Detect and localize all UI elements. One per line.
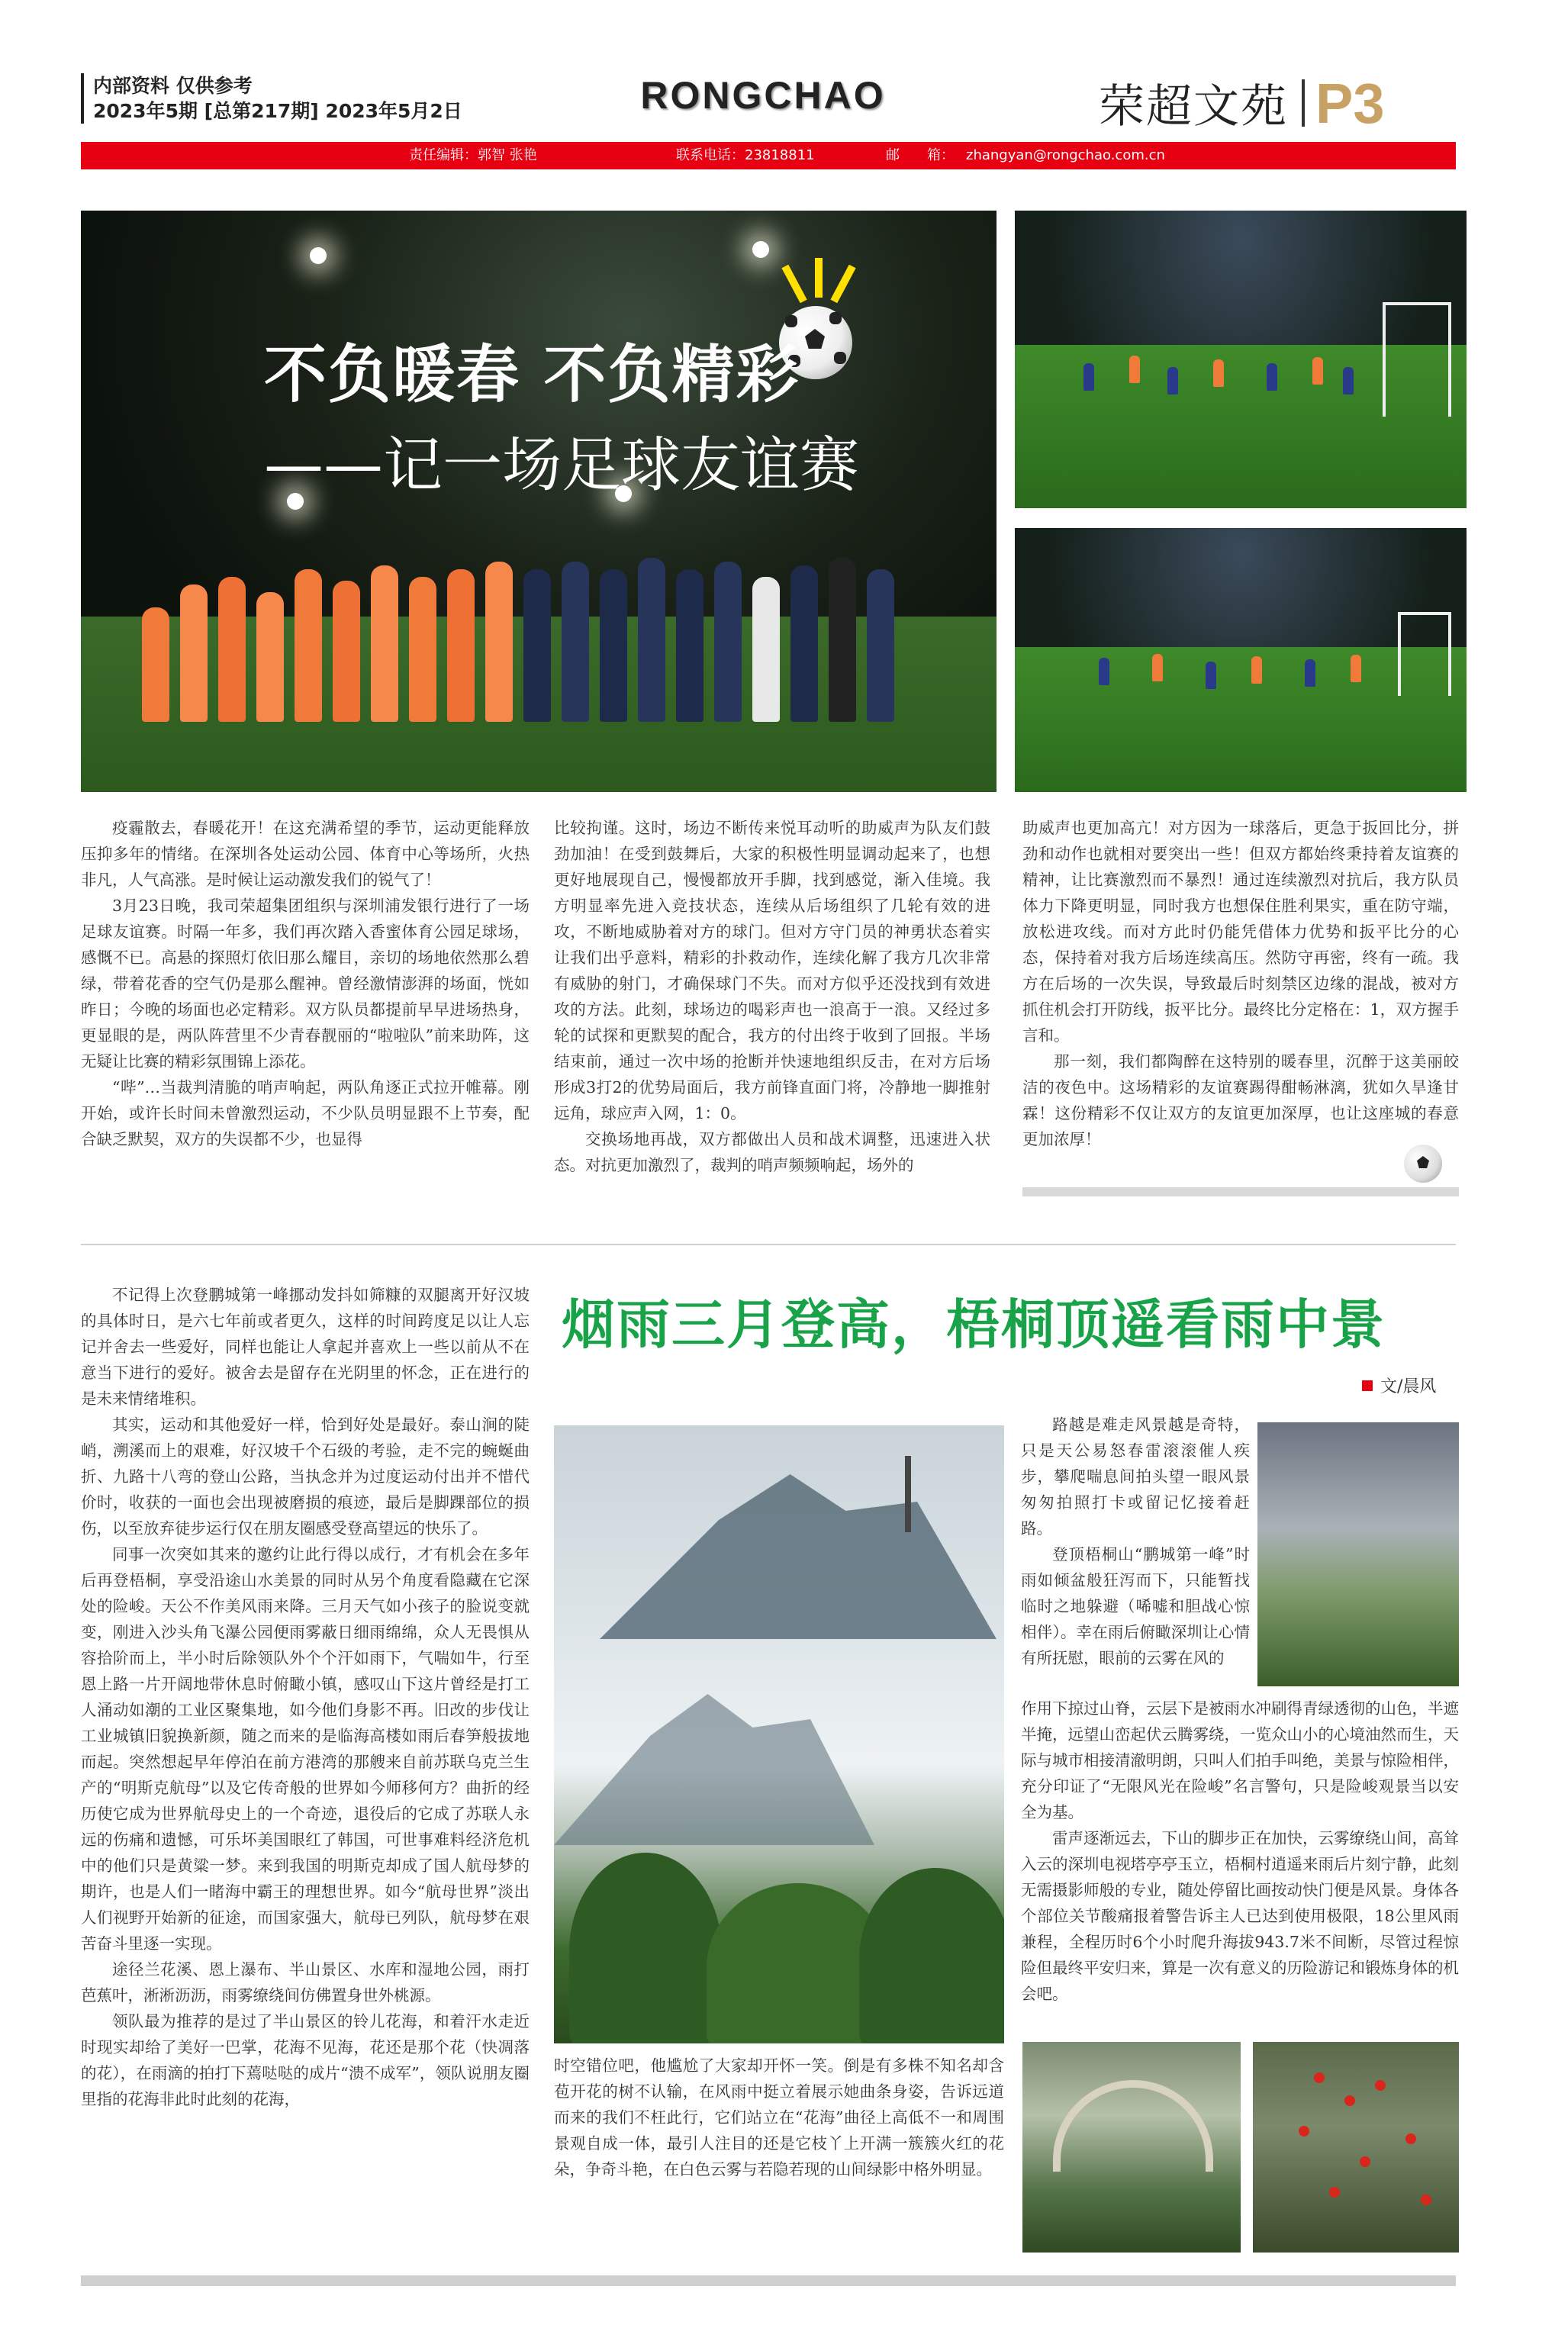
section-divider (1302, 79, 1305, 127)
masthead-section (1099, 70, 1385, 136)
match-photo-2 (1015, 528, 1467, 792)
article2-column-3 (1021, 1412, 1250, 1671)
article1-title-sub: ——记一场足球友谊赛 (264, 431, 860, 500)
info-bar (81, 142, 1456, 169)
goal-post (1383, 302, 1451, 417)
paragraph: 交换场地再战，双方都做出人员和战术调整，迅速进入状态。对抗更加激烈了，裁判的哨声频频响起，场外的 (554, 1130, 990, 1174)
mountain-peak (600, 1456, 997, 1639)
article1-column-2 (554, 815, 990, 1178)
paragraph: 路越是难走风景越是奇特，只是天公易怒春雷滚滚催人疾步，攀爬喘息间拍头望一眼风景匆匆拍照打卡或留记忆接着赶路。 (1021, 1415, 1250, 1538)
sparkle-icon (781, 265, 807, 304)
paragraph: 途径兰花溪、恩上瀑布、半山景区、水库和湿地公园，雨打芭蕉叶，淅淅沥沥，雨雾缭绕间仿佛置身世外桃源。 (81, 1960, 530, 2005)
masthead-issue: 2023年5期 [总第217期] 2023年5月2日 (93, 100, 462, 122)
article-end-bar (1022, 1187, 1459, 1196)
article1-column-3 (1022, 815, 1459, 1152)
paragraph: “哔”…当裁判清脆的哨声响起，两队角逐正式拉开帷幕。刚开始，或许长时间未曾激烈运动，不少队员明显跟不上节奏，配合缺乏默契，双方的失误都不少，也显得 (81, 1078, 530, 1148)
city-view-photo (1257, 1422, 1459, 1686)
section-title: 荣超文苑 (1099, 80, 1288, 134)
article2-title: 烟雨三月登高，梧桐顶遥看雨中景 (562, 1293, 1386, 1356)
sparkle-icon (815, 258, 823, 298)
page-number: P3 (1315, 71, 1385, 135)
team-group (127, 546, 920, 722)
article2-column-2 (554, 2053, 1004, 2182)
article2-author (1362, 1373, 1436, 1397)
paragraph: 作用下掠过山脊，云层下是被雨水冲刷得青绿透彻的山色，半遮半掩，远望山峦起伏云腾雾绕，一览众山小的心境油然而生，天际与城市相接清澈明朗，只叫人们拍手叫绝，美景与惊险相伴，充分印证了“无限风光在险峻”名言警句，只是险峻观景当以安全为基。 (1021, 1699, 1459, 1821)
football-icon (1404, 1145, 1442, 1183)
paragraph: 疫霾散去，春暖花开！在这充满希望的季节，运动更能释放压抑多年的情绪。在深圳各处运动公园、体育中心等场所，火热非凡，人气高涨。是时候让运动激发我们的锐气了！ (81, 819, 530, 889)
floodlight (752, 241, 769, 258)
article1-title-main: 不负暖春 不负精彩 (264, 339, 800, 411)
paragraph: 比较拘谨。这时，场边不断传来悦耳动听的助威声为队友们鼓劲加油！在受到鼓舞后，大家的积极性明显调动起来了，也想更好地展现自己，慢慢都放开手脚，找到感觉，渐入佳境。我方明显率先进入竞技状态，连续从后场组织了几轮有效的进攻，不断地威胁着对方的球门。但对方守门员的神勇状态着实让我们出乎意料，精彩的扑救动作，连续化解了我方几次非常有威胁的射门，才确保球门不失。而对方似乎还没找到有效进攻的方法。此刻，球场边的喝彩声也一浪高于一浪。又经过多轮的试探和更默契的配合，我方的付出终于收到了回报。半场结束前，通过一次中场的抢断并快速地组织反击，在对方后场形成3打2的优势局面后，我方前锋直面门将，冷静地一脚推射远角，球应声入网，1：0。 (554, 819, 990, 1122)
paragraph: 同事一次突如其来的邀约让此行得以成行，才有机会在多年后再登梧桐，享受沿途山水美景的同时从另个角度看隐藏在它深处的险峻。天公不作美风雨来降。三月天气如小孩子的脸说变就变，刚进入沙头角飞瀑公园便雨雾蔽日细雨绵绵，众人无畏惧从容拾阶而上，半小时后除领队外个个汗如雨下，气喘如牛，行至恩上路一片开阔地带休息时俯瞰小镇，感叹山下这片曾经是打工人涌动如潮的工业区聚集地，如今他们身影不再。旧改的步伐让工业城镇旧貌换新颜，随之而来的是临海高楼如雨后春笋般拔地而起。突然想起早年停泊在前方港湾的那艘来自前苏联乌克兰生产的“明斯克航母”以及它传奇般的世界如今师移何方？曲折的经历使它成为世界航母史上的一个奇迹，退役后的它成了苏联人永远的伤痛和遗憾，可乐坏美国眼红了韩国，可世事难料经济危机中的他们只是黄粱一梦。来到我国的明斯克却成了国人航母梦的期许，也是人们一睹海中霸王的理想世界。如今“航母世界”淡出人们视野开始新的征途，而国家强大，航母已列队，航母梦在艰苦奋斗里逐一实现。 (81, 1545, 530, 1953)
tree (859, 1868, 1004, 2043)
email[interactable]: zhangyan@rongchao.com.cn (966, 147, 1165, 163)
red-flowers-photo (1253, 2042, 1459, 2253)
article2-column-4 (1021, 1695, 1459, 2007)
paragraph: 登顶梧桐山“鹏城第一峰”时雨如倾盆般狂泻而下，只能暂找临时之地躲避（唏嘘和胆战心惊相伴）。幸在雨后俯瞰深圳让心情有所抚慰，眼前的云雾在风的 (1021, 1545, 1250, 1667)
article2-column-1 (81, 1282, 530, 2112)
masthead-notice: 内部资料 仅供参考 (93, 75, 253, 97)
paragraph: 领队最为推荐的是过了半山景区的铃儿花海，和着汗水走近时现实却给了美好一巴掌，花海不见海，花还是那个花（快凋落的花），在雨滴的拍打下蔫哒哒的成片“溃不成军”，领队说朋友圈里指的花海非此时此刻的花海， (81, 2012, 530, 2108)
match-photo-1 (1015, 211, 1467, 508)
email-label: 邮 箱： (886, 147, 955, 163)
paragraph: 3月23日晚，我司荣超集团组织与深圳浦发银行进行了一场足球友谊赛。时隔一年多，我们再次踏入香蜜体育公园足球场，感慨不已。高悬的探照灯依旧那么耀目，亲切的场地依然那么碧绿，带着花香的空气仍是那么醒神。曾经激情澎湃的场面，恍如昨日；今晚的场面也必定精彩。双方队员都提前早早进场热身，更显眼的是，两队阵营里不少青春靓丽的“啦啦队”前来助阵，这无疑让比赛的精彩氛围锦上添花。 (81, 897, 530, 1071)
article1-title (264, 325, 859, 503)
paragraph: 不记得上次登鹏城第一峰挪动发抖如筛糠的双腿离开好汉坡的具体时日，是六七年前或者更久，这样的时间跨度足以让人忘记并舍去一些爱好，同样也能让人拿起并喜欢上一些以前从不在意当下进行的爱好。被舍去是留存在光阴里的怀念，正在进行的是未来情绪堆积。 (81, 1286, 530, 1408)
masthead-brand: RONGCHAO (640, 74, 886, 117)
article1-column-1 (81, 815, 530, 1152)
section-divider-line (81, 1244, 1456, 1245)
phone: 联系电话：23818811 (676, 147, 815, 163)
tree (569, 1853, 722, 2043)
paragraph: 助威声也更加高亢！对方因为一球落后，更急于扳回比分，拼劲和动作也就相对要突出一些！但双方都始终秉持着友谊赛的精神，让比赛激烈而不暴烈！通过连续激烈对抗后，我方队员体力下降更明显，同时我方也想保住胜利果实，重在防守端，放松进攻线。而对方此时仍能凭借体力优势和扳平比分的心态，保持着对我方后场连续高压。然防守再密，终有一疏。我方在后场的一次失误，导致最后时刻禁区边缘的混战，被对方抓住机会打开防线，扳平比分。最终比分定格在：1，双方握手言和。 (1022, 819, 1459, 1045)
author-text: 文/晨风 (1380, 1377, 1437, 1396)
paragraph: 雷声逐渐远去，下山的脚步正在加快，云雾缭绕山间，高耸入云的深圳电视塔亭亭玉立，梧桐村逍遥来雨后片刻宁静，此刻无需摄影师般的专业，随处停留比画按动快门便是风景。身体各个部位关节酸痛报着警告诉主人已达到使用极限，18公里风雨兼程，全程历时6个小时爬升海拔943.7米不间断，尽管过程惊险但最终平安归来，算是一次有意义的历险游记和锻炼身体的机会吧。 (1021, 1829, 1459, 2003)
paragraph: 那一刻，我们都陶醉在这特别的暖春里，沉醉于这美丽皎洁的夜色中。这场精彩的友谊赛踢得酣畅淋漓，犹如久旱逢甘霖！这份精彩不仅让双方的友谊更加深厚，也让这座城的春意更加浓厚！ (1022, 1052, 1459, 1148)
masthead-issue-info (81, 73, 462, 124)
mountain-ridge (554, 1677, 874, 1845)
author-marker (1362, 1380, 1373, 1391)
mountain-photo (554, 1425, 1004, 2043)
arch-bridge (1053, 2080, 1213, 2172)
bridge-photo (1022, 2042, 1241, 2253)
team-photo (81, 211, 997, 792)
floodlight (310, 247, 327, 264)
editors: 责任编辑：郭智 张艳 (409, 147, 537, 163)
goal-post (1398, 612, 1451, 696)
paragraph: 时空错位吧，他尴尬了大家却开怀一笑。倒是有多株不知名却含苞开花的树不认输，在风雨中挺立着展示她曲条身姿，告诉远道而来的我们不枉此行，它们站立在“花海”曲径上高低不一和周围景观自成一体，最引人注目的还是它枝丫上开满一簇簇火红的花朵，争奇斗艳，在白色云雾与若隐若现的山间绿影中格外明显。 (554, 2056, 1004, 2178)
tv-tower (905, 1456, 911, 1532)
footer-bar (81, 2275, 1456, 2286)
paragraph: 其实，运动和其他爱好一样，恰到好处是最好。泰山涧的陡峭，溯溪而上的艰难，好汉坡千个石级的考验，走不完的蜿蜒曲折、九路十八弯的登山公路，当执念并为过度运动付出并不惜代价时，收获的一面也会出现被磨损的痕迹，最后是脚踝部位的损伤，以至放弃徒步运行仅在朋友圈感受登高望远的快乐了。 (81, 1415, 530, 1538)
sparkle-icon (830, 265, 855, 304)
